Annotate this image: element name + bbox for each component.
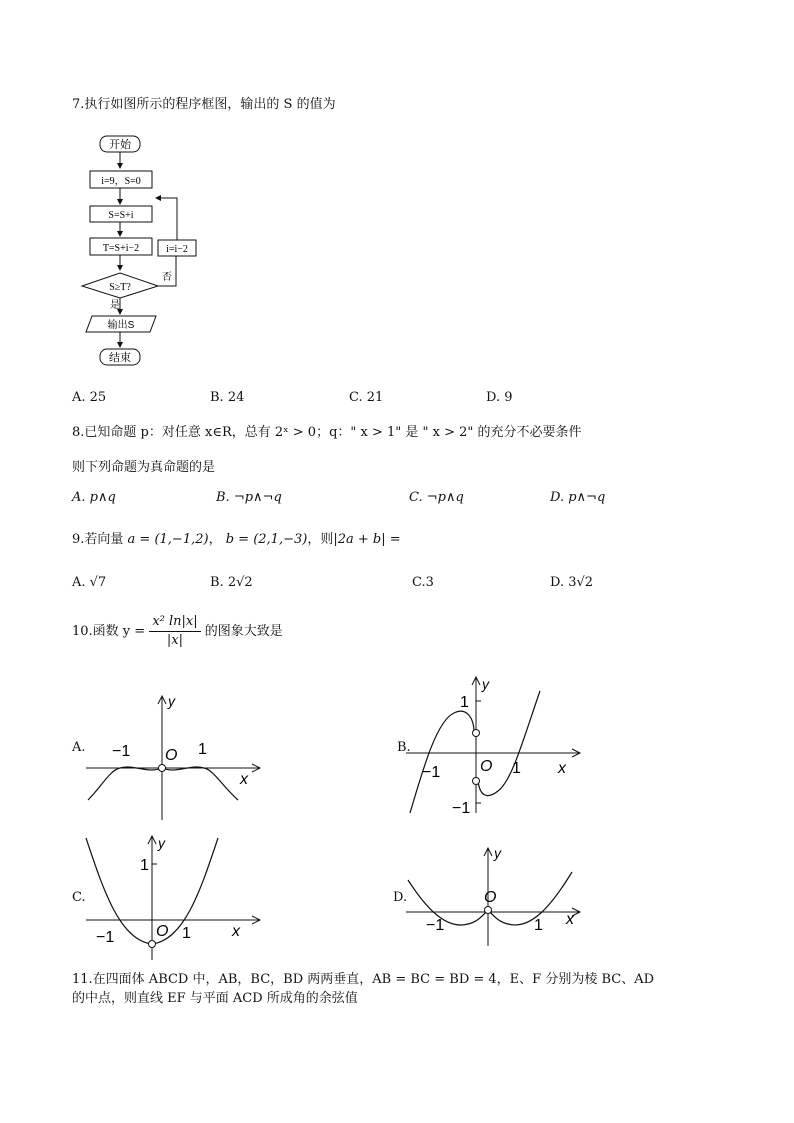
flow-dec: i=i−2: [166, 244, 188, 255]
flow-t: T=S+i−2: [102, 243, 140, 254]
graph-c-tick-neg1: −1: [96, 929, 115, 946]
graph-b-tick-y1: 1: [460, 694, 469, 711]
q9-option-c: C.3: [412, 575, 434, 590]
graph-b-label: B.: [397, 740, 411, 755]
graph-a-origin: O: [165, 747, 178, 764]
graph-c-label: C.: [72, 890, 86, 905]
q10-stem-pre: 10.函数 y =: [72, 624, 146, 639]
q8-option-c: C. ¬p∧q: [409, 490, 464, 505]
flow-no: 否: [162, 272, 172, 283]
q8-option-b: B. ¬p∧¬q: [216, 490, 282, 505]
q9-vec-b: b = (2,1,−3): [225, 532, 308, 547]
graph-d-origin: O: [484, 889, 497, 906]
graph-a-tick-1: 1: [198, 741, 207, 758]
graph-a-y: y: [168, 693, 175, 709]
q8-stem: 8.已知命题 p：对任意 x∈R，总有 2ˣ > 0；q：" x > 1" 是 " x > 2" 的充分不必要条件: [72, 425, 582, 440]
q11-line2: 的中点，则直线 EF 与平面 ACD 所成角的余弦值: [72, 991, 358, 1006]
graph-d-x: x: [566, 911, 574, 928]
q10-stem-post: 的图象大致是: [204, 624, 283, 639]
q10-fraction: [149, 613, 200, 650]
graph-a-tick-neg1: −1: [112, 743, 131, 760]
graph-a-label: A.: [72, 740, 86, 755]
graph-a: [82, 688, 272, 828]
flow-end: 结束: [109, 352, 131, 364]
graph-b-tick-neg1: −1: [422, 764, 441, 781]
graph-b-y: y: [482, 676, 489, 692]
q7-option-c: C. 21: [349, 390, 384, 405]
q9-option-d: D. 3√2: [550, 575, 594, 590]
graph-b-tick-1: 1: [512, 760, 521, 777]
q9-option-b: B. 2√2: [210, 575, 253, 590]
q8-option-a: A. p∧q: [72, 490, 116, 505]
flow-start: 开始: [109, 139, 131, 151]
flow-cond: S≥T?: [109, 282, 131, 293]
q9-stem-pre: 9.若向量: [72, 532, 124, 547]
q7-stem: 7.执行如图所示的程序框图，输出的 S 的值为: [72, 97, 336, 112]
q9-option-a: A. √7: [72, 575, 107, 590]
graph-d-y: y: [494, 845, 501, 861]
flow-yes: 是: [110, 300, 120, 311]
graph-b: [402, 673, 592, 818]
graph-c-origin: O: [156, 923, 169, 940]
graph-b-x: x: [558, 760, 566, 777]
flow-output: 输出S: [107, 320, 135, 331]
q10-stem: [72, 612, 283, 652]
graph-b-origin: O: [480, 758, 493, 775]
graph-c-tick-y1: 1: [140, 857, 149, 874]
graph-d: [402, 842, 592, 952]
graph-d-label: D.: [393, 890, 408, 905]
graph-a-x: x: [240, 771, 248, 788]
q10-frac-num: x² ln|x|: [149, 613, 200, 632]
q9-expr: |2a + b| =: [333, 532, 401, 547]
q7-option-d: D. 9: [486, 390, 513, 405]
q8-option-d: D. p∧¬q: [550, 490, 606, 505]
graph-c-y: y: [158, 835, 165, 851]
q7-option-a: A. 25: [72, 390, 107, 405]
q7-flowchart: [78, 128, 218, 378]
q9-stem-post: ，则: [307, 532, 334, 547]
q9-vec-a: a = (1,−1,2): [127, 532, 209, 547]
graph-d-tick-neg1: −1: [426, 917, 445, 934]
q8-sub: 则下列命题为真命题的是: [72, 460, 216, 475]
graph-d-tick-1: 1: [534, 917, 543, 934]
q9-stem: 9.若向量 a = (1,−1,2)， b = (2,1,−3)，则|2a + b| =: [72, 532, 401, 547]
q7-option-b: B. 24: [210, 390, 245, 405]
graph-c-x: x: [232, 923, 240, 940]
graph-b-tick-yneg1: −1: [452, 800, 471, 817]
flow-sum: S=S+i: [108, 210, 134, 221]
q11-line1: 11.在四面体 ABCD 中，AB，BC，BD 两两垂直，AB = BC = BD = 4，E、F 分别为棱 BC、AD: [72, 972, 655, 987]
graph-c-tick-1: 1: [182, 925, 191, 942]
q10-frac-den: |x|: [166, 633, 184, 648]
graph-c: [82, 832, 272, 962]
flow-init: i=9，S=0: [101, 176, 141, 187]
